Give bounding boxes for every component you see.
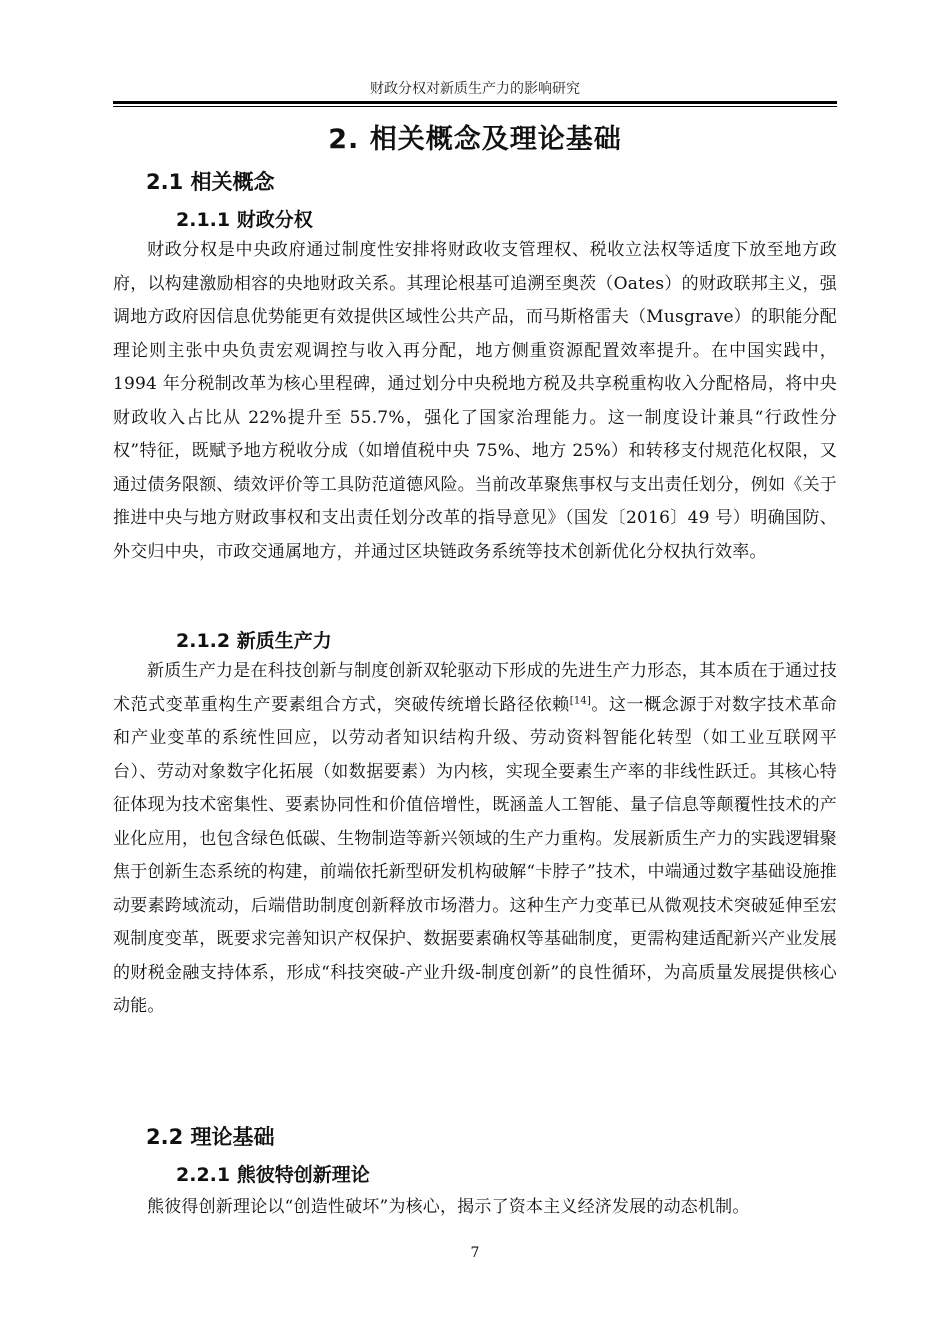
section-heading-2-1: 2.1 相关概念 (146, 170, 275, 194)
running-header: 财政分权对新质生产力的影响研究 (370, 81, 580, 97)
paragraph-schumpeter-theory: 熊彼得创新理论以“创造性破坏”为核心，揭示了资本主义经济发展的动态机制。 (147, 1197, 750, 1217)
header-rule-thick (113, 101, 837, 104)
section-heading-2-2: 2.2 理论基础 (146, 1125, 275, 1149)
chapter-title: 2. 相关概念及理论基础 (328, 124, 622, 155)
subsection-heading-2-2-1: 2.2.1 熊彼特创新理论 (176, 1164, 370, 1186)
subsection-heading-2-1-2: 2.1.2 新质生产力 (176, 630, 332, 652)
header-rule-thin (113, 106, 837, 107)
paragraph-new-quality-productivity (113, 655, 837, 1024)
citation-reference: [14] (569, 694, 592, 706)
paragraph-fiscal-decentralization: 财政分权是中央政府通过制度性安排将财政收支管理权、税收立法权等适度下放至地方政府，以构建激励相容的央地财政关系。其理论根基可追溯至奥茨（Oates）的财政联邦主义，强调地方政府因信息优势能更有效提供区域性公共产品，而马斯格雷夫（Musgrave）的职能分配理论则主张中央负责宏观调控与收入再分配，地方侧重资源配置效率提升。在中国实践中，1994 年分税制改革为核心里程碑，通过划分中央税地方税及共享税重构收入分配格局，将中央财政收入占比从 22%提升至 55.7%，强化了国家治理能力。这一制度设计兼具“行政性分权”特征，既赋予地方税收分成（如增值税中央 75%、地方 25%）和转移支付规范化权限，又通过债务限额、绩效评价等工具防范道德风险。当前改革聚焦事权与支出责任划分，例如《关于推进中央与地方财政事权和支出责任划分改革的指导意见》（国发〔2016〕49 号）明确国防、外交归中央，市政交通属地方，并通过区块链政务系统等技术创新优化分权执行效率。 (113, 240, 837, 562)
paragraph-text-part-2: 。这一概念源于对数字技术革命和产业变革的系统性回应，以劳动者知识结构升级、劳动资料智能化转型（如工业互联网平台）、劳动对象数字化拓展（如数据要素）为内核，实现全要素生产率的非线性跃迁。其核心特征体现为技术密集性、要素协同性和价值倍增性，既涵盖人工智能、量子信息等颠覆性技术的产业化应用，也包含绿色低碳、生物制造等新兴领域的生产力重构。发展新质生产力的实践逻辑聚焦于创新生态系统的构建，前端依托新型研发机构破解“卡脖子”技术，中端通过数字基础设施推动要素跨域流动，后端借助制度创新释放市场潜力。这种生产力变革已从微观技术突破延伸至宏观制度变革，既要求完善知识产权保护、数据要素确权等基础制度，更需构建适配新兴产业发展的财税金融支持体系，形成“科技突破-产业升级-制度创新”的良性循环，为高质量发展提供核心动能。 (113, 694, 837, 1016)
subsection-heading-2-1-1: 2.1.1 财政分权 (176, 209, 313, 231)
page-number: 7 (470, 1245, 480, 1261)
paragraph-text-part-1: 新质生产力是在科技创新与制度创新双轮驱动下形成的先进生产力形态，其本质在于通过技术范式变革重构生产要素组合方式，突破传统增长路径依赖 (113, 661, 837, 715)
